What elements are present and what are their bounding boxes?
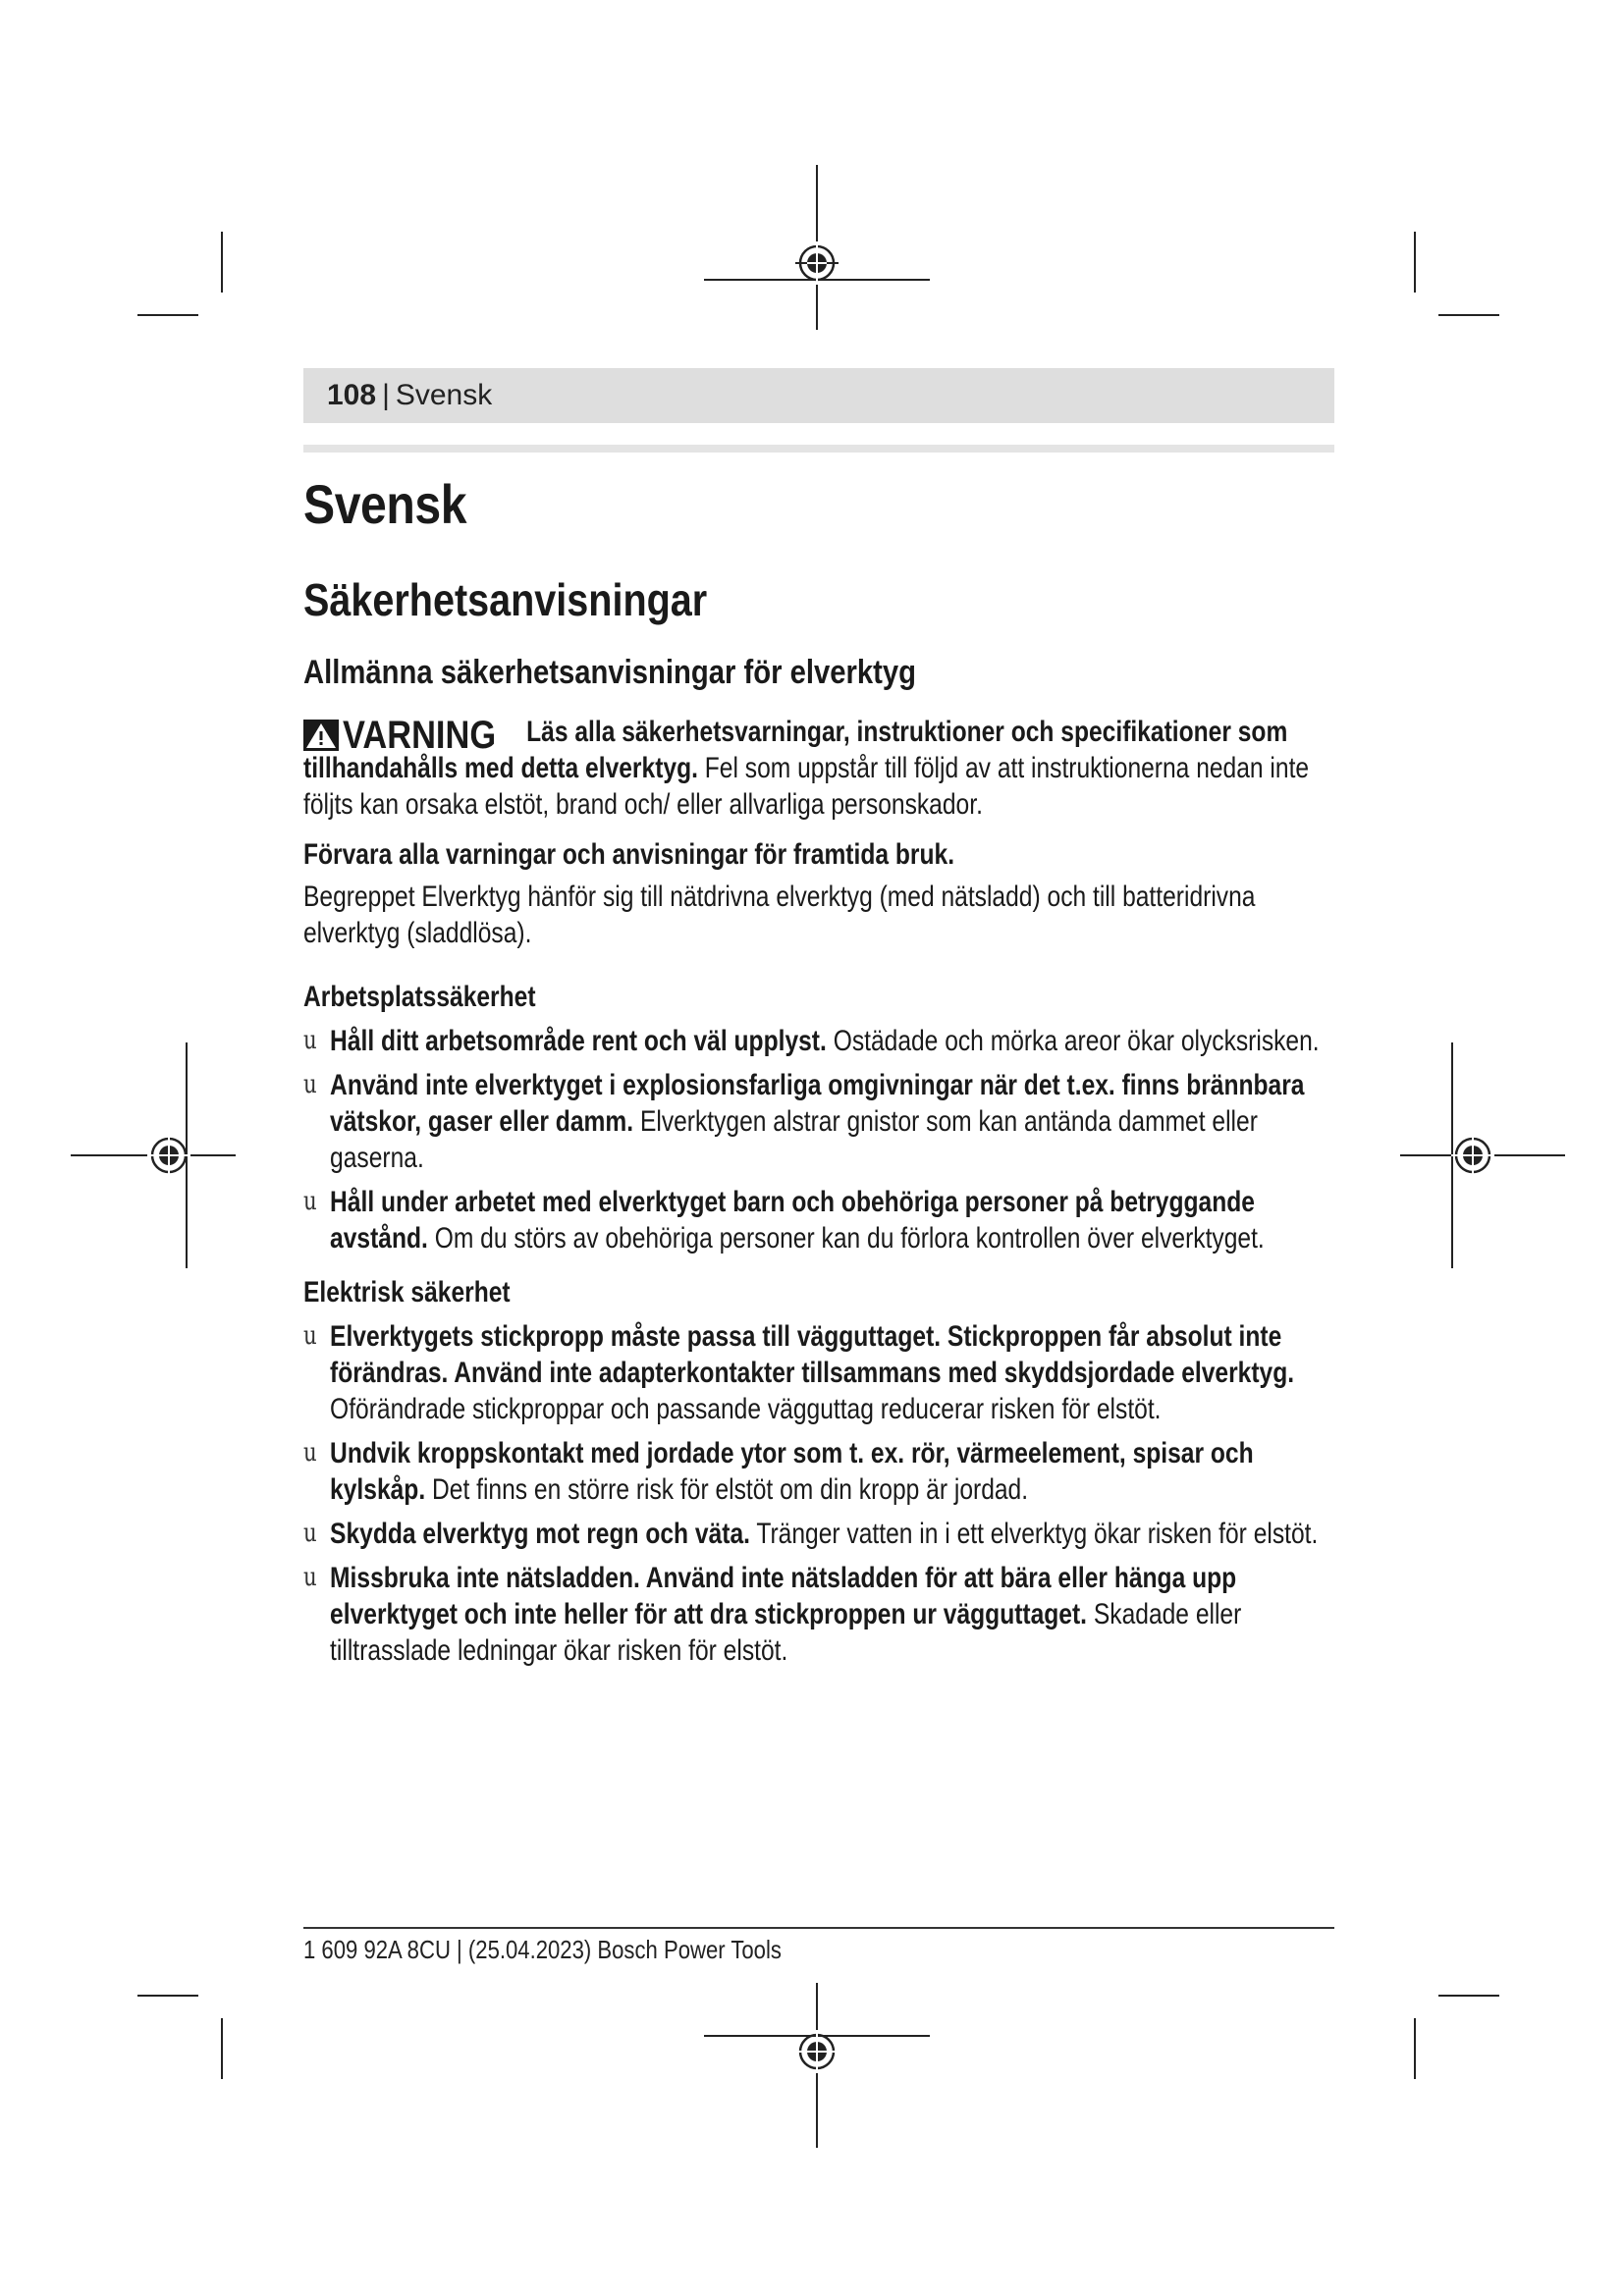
bullet-marker: u bbox=[303, 1321, 317, 1351]
registration-target-icon bbox=[147, 1134, 190, 1177]
bullet-bold: Använd inte elverktyget i explosionsfarliga omgivningar när det t.ex. finns brännbara vätskor, gaser eller damm. bbox=[330, 1069, 1305, 1138]
bullet-bold: Undvik kroppskontakt med jordade ytor som t. ex. rör, värmeelement, spisar och kylskåp. bbox=[330, 1437, 1254, 1506]
header-separator: | bbox=[382, 379, 390, 411]
work-area-list bbox=[303, 1023, 1334, 1256]
registration-target-icon bbox=[795, 241, 839, 285]
crop-mark bbox=[221, 232, 223, 293]
section-heading: Säkerhetsanvisningar bbox=[303, 574, 708, 625]
bullet-text: Skadade eller tilltrasslade ledningar ökar risken för elstöt. bbox=[330, 1598, 1242, 1667]
bullet-marker: u bbox=[303, 1519, 317, 1548]
warning-bold-text: Läs alla säkerhetsvarningar, instruktioner och specifikationer som tillhandahålls med detta elverktyg. bbox=[303, 716, 1288, 784]
warning-label-text: VARNING bbox=[343, 714, 497, 757]
crop-mark bbox=[1438, 314, 1499, 316]
list-item bbox=[303, 1435, 1334, 1508]
bullet-bold: Missbruka inte nätsladden. Använd inte nätsladden för att bära eller hänga upp elverktyget och inte heller för att dra stickproppen ur vägguttaget. bbox=[330, 1562, 1237, 1630]
registration-target-icon bbox=[1451, 1134, 1494, 1177]
bullet-text: Elverktygen alstrar gnistor som kan antända dammet eller gaserna. bbox=[330, 1105, 1258, 1174]
bullet-marker: u bbox=[303, 1438, 317, 1468]
crop-mark bbox=[1414, 2018, 1416, 2079]
warning-text: Fel som uppstår till följd av att instruktionerna nedan inte följts kan orsaka elstöt, brand och/ eller allvarliga personskador. bbox=[303, 752, 1310, 821]
electrical-heading: Elektrisk säkerhet bbox=[303, 1276, 511, 1308]
bullet-text: Ostädade och mörka areor ökar olycksrisken. bbox=[833, 1025, 1320, 1057]
warning-label bbox=[303, 716, 520, 755]
crop-mark bbox=[137, 1995, 198, 1997]
bullet-text: Det finns en större risk för elstöt om din kropp är jordad. bbox=[432, 1473, 1029, 1506]
crop-mark bbox=[1438, 1995, 1499, 1997]
page-number: 108 bbox=[327, 379, 377, 411]
crop-mark bbox=[137, 314, 198, 316]
footer-text: 1 609 92A 8CU | (25.04.2023) Bosch Power Tools bbox=[303, 1935, 782, 1964]
header-section: Svensk bbox=[395, 379, 493, 411]
work-area-heading: Arbetsplatssäkerhet bbox=[303, 981, 536, 1013]
crop-mark bbox=[221, 2018, 223, 2079]
bullet-text: Oförändrade stickproppar och passande vägguttag reducerar risken för elstöt. bbox=[330, 1393, 1162, 1425]
bullet-bold: Elverktygets stickpropp måste passa till vägguttaget. Stickproppen får absolut inte förändras. Använd inte adapterkontakter tillsammans med skyddsjordade elverktyg. bbox=[330, 1320, 1295, 1389]
page-header bbox=[303, 368, 1334, 423]
list-item bbox=[303, 1560, 1334, 1669]
list-item bbox=[303, 1318, 1334, 1427]
header-rule bbox=[303, 445, 1334, 453]
keep-notice: Förvara alla varningar och anvisningar för framtida bruk. bbox=[303, 838, 955, 871]
bullet-marker: u bbox=[303, 1070, 317, 1099]
bullet-bold: Håll ditt arbetsområde rent och väl upplyst. bbox=[330, 1025, 827, 1057]
warning-triangle-icon bbox=[303, 720, 339, 751]
page-content bbox=[303, 368, 1334, 1677]
bullet-marker: u bbox=[303, 1026, 317, 1055]
registration-target-icon bbox=[795, 2030, 839, 2073]
bullet-bold: Håll under arbetet med elverktyget barn och obehöriga personer på betryggande avstånd. bbox=[330, 1186, 1255, 1255]
bullet-text: Om du störs av obehöriga personer kan du förlora kontrollen över elverktyget. bbox=[434, 1222, 1265, 1255]
bullet-marker: u bbox=[303, 1563, 317, 1592]
list-item bbox=[303, 1184, 1334, 1256]
page-footer bbox=[303, 1927, 1334, 1965]
electrical-list bbox=[303, 1318, 1334, 1669]
list-item bbox=[303, 1067, 1334, 1176]
list-item bbox=[303, 1023, 1334, 1059]
definition-text: Begreppet Elverktyg hänför sig till nätdrivna elverktyg (med nätsladd) och till batteridrivna elverktyg (sladdlösa). bbox=[303, 881, 1256, 949]
bullet-text: Tränger vatten in i ett elverktyg ökar risken för elstöt. bbox=[756, 1518, 1319, 1550]
bullet-bold: Skydda elverktyg mot regn och väta. bbox=[330, 1518, 750, 1550]
page-title: Svensk bbox=[303, 473, 467, 535]
warning-block bbox=[303, 714, 1334, 823]
crop-mark bbox=[1414, 232, 1416, 293]
subsection-heading: Allmänna säkerhetsanvisningar för elverktyg bbox=[303, 654, 917, 691]
bullet-marker: u bbox=[303, 1187, 317, 1216]
list-item bbox=[303, 1516, 1334, 1552]
